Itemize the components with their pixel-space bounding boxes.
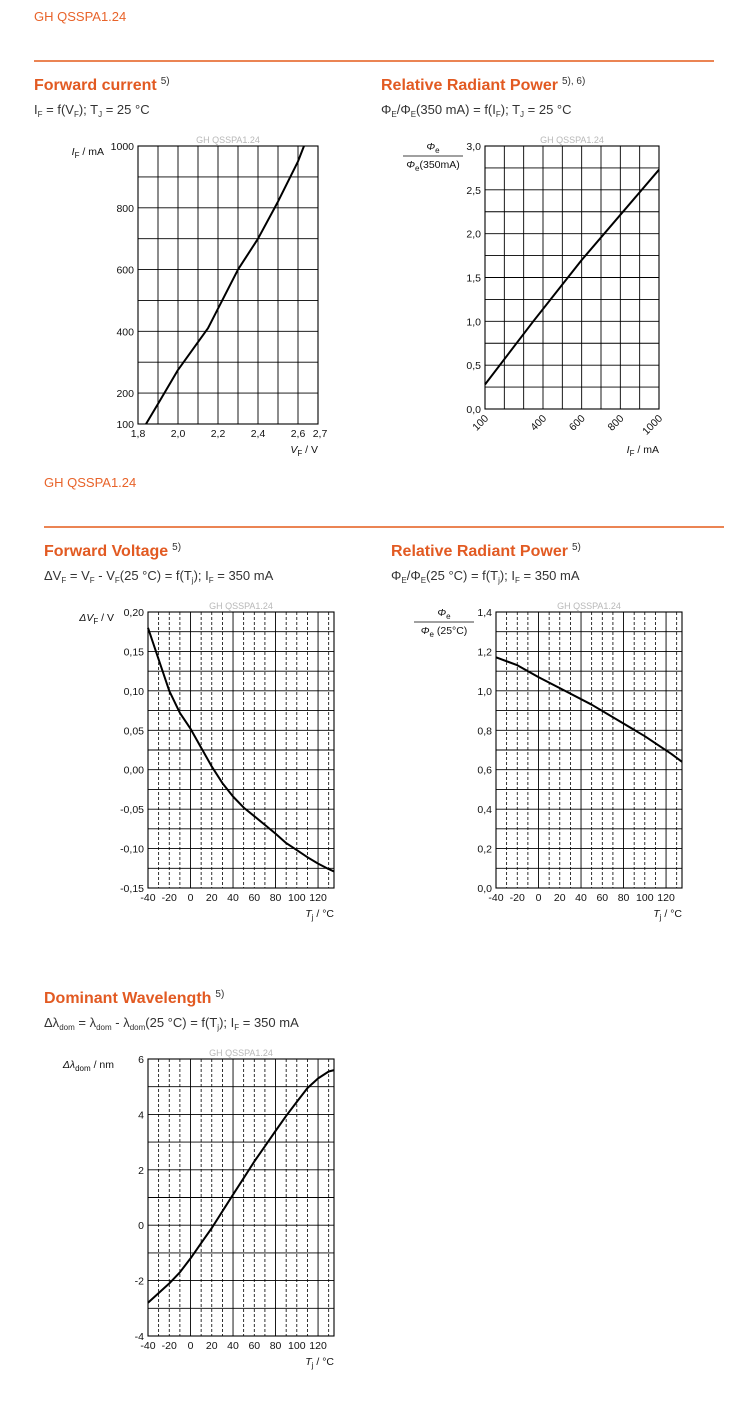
x-tick-label: 100 — [288, 1340, 306, 1352]
x-tick-label: 600 — [566, 412, 588, 434]
y-tick-label: 0,0 — [477, 883, 492, 895]
y-tick-label: 1,0 — [477, 685, 492, 698]
x-axis-label: $I_F$ / mA — [626, 444, 659, 458]
y-tick-label: 2 — [138, 1164, 144, 1177]
footnote-ref: 5), 6) — [561, 76, 586, 87]
x-axis-label: $T_j / ^\circ C$ — [305, 908, 334, 922]
y-axis-label-denominator: $\Phi_e(350mA)$ — [406, 159, 460, 173]
x-tick-label: 40 — [227, 1340, 239, 1352]
y-tick-label: 0,4 — [477, 804, 492, 817]
y-axis-label: $\Delta\lambda_{dom}$ / nm — [62, 1059, 114, 1073]
mid-document-label: GH QSSPA1.24 — [44, 475, 137, 490]
x-tick-label: 0 — [187, 892, 194, 904]
y-tick-label: 0,6 — [477, 764, 492, 777]
y-axis-label: $I_F$ / mA — [71, 146, 104, 160]
x-axis-label: $T_j / ^\circ C$ — [305, 1356, 334, 1370]
y-tick-label: 800 — [116, 202, 134, 215]
x-tick-label: 120 — [657, 892, 675, 904]
x-tick-label: 60 — [248, 1340, 261, 1352]
x-tick-label: -20 — [161, 892, 177, 904]
chart-title-forward-voltage: Forward Voltage $^{5)}$ — [44, 542, 182, 560]
chart-watermark: GH QSSPA1.24 — [209, 601, 273, 611]
y-tick-label: 0,5 — [466, 360, 481, 373]
y-tick-label: 0,0 — [466, 404, 481, 416]
chart-title-relative-radiant-power-current: Relative Radiant Power $^{5), 6)}$ — [381, 76, 586, 94]
x-tick-label: 1000 — [640, 412, 666, 438]
x-tick-label: 100 — [636, 892, 654, 904]
y-tick-label: 100 — [116, 419, 134, 431]
x-tick-label: 20 — [205, 892, 218, 904]
x-tick-label: 2,0 — [170, 428, 186, 440]
x-tick-label: 100 — [288, 892, 306, 904]
x-tick-label: 2,4 — [250, 428, 266, 440]
x-tick-label: 80 — [269, 1340, 282, 1352]
x-tick-label: 2,2 — [210, 428, 226, 440]
x-tick-label: 120 — [309, 1340, 327, 1352]
x-tick-label: -40 — [488, 892, 504, 904]
footnote-ref: 5) — [571, 542, 581, 553]
y-axis-label: $\Delta V_F$ / V — [79, 612, 114, 626]
y-tick-label: -0,10 — [120, 843, 144, 856]
chart-title-forward-current: Forward current $^{5)}$ — [34, 76, 170, 94]
y-axis-label-denominator: $\Phi_e$ (25°C) — [420, 625, 468, 639]
y-tick-label: 2,5 — [466, 184, 481, 197]
document-label: GH QSSPA1.24 — [34, 9, 127, 24]
y-tick-label: 0,10 — [123, 685, 144, 698]
y-axis-label-numerator: $\Phi_e$ — [437, 607, 451, 621]
y-tick-label: 600 — [116, 264, 134, 277]
x-tick-label: 20 — [205, 1340, 218, 1352]
formula-forward-current: $I_F = f(V_F)$; $T_J = 25$ °C — [34, 102, 150, 119]
x-tick-label: 2,6 — [290, 428, 306, 440]
y-tick-label: -0,05 — [120, 804, 144, 817]
x-tick-label: 60 — [596, 892, 609, 904]
x-tick-label: -40 — [140, 892, 156, 904]
formula-relative-radiant-power-temp: $\Phi_E/\Phi_E(25$ $^\circ C) = f(T_j)$; $I_F = 350$ mA — [391, 568, 580, 585]
x-tick-label: -20 — [509, 892, 525, 904]
chart-title-relative-radiant-power-temp: Relative Radiant Power $^{5)}$ — [391, 542, 581, 560]
y-tick-label: 1,2 — [477, 646, 492, 659]
y-tick-label: 0 — [138, 1220, 144, 1233]
x-tick-label: 120 — [309, 892, 327, 904]
chart-watermark: GH QSSPA1.24 — [557, 601, 621, 611]
y-tick-label: 2,0 — [466, 228, 481, 241]
x-tick-label: 40 — [575, 892, 587, 904]
x-tick-label: 2,7 — [312, 428, 328, 440]
x-tick-label: 400 — [528, 412, 550, 434]
footnote-ref: 5) — [172, 542, 182, 553]
y-tick-label: 1,4 — [477, 607, 492, 619]
x-tick-label: -20 — [161, 1340, 177, 1352]
series-line — [148, 1070, 334, 1303]
x-tick-label: 80 — [617, 892, 630, 904]
formula-forward-voltage: $\Delta V_F = V_F - V_F(25$ $^\circ C) = f(T_j)$; $I_F = 350$ mA — [44, 568, 274, 585]
x-tick-label: 0 — [535, 892, 542, 904]
chart-title-dominant-wavelength: Dominant Wavelength $^{5)}$ — [44, 989, 225, 1007]
y-tick-label: 1000 — [110, 141, 134, 153]
y-tick-label: 1,5 — [466, 272, 481, 285]
x-tick-label: 100 — [470, 412, 492, 434]
y-tick-label: 200 — [116, 388, 134, 401]
y-tick-label: 6 — [138, 1054, 144, 1066]
y-tick-label: 0,8 — [477, 725, 492, 738]
x-tick-label: 40 — [227, 892, 239, 904]
x-tick-label: 1,8 — [130, 428, 146, 440]
x-tick-label: 0 — [187, 1340, 194, 1352]
x-tick-label: 60 — [248, 892, 261, 904]
y-tick-label: 0,20 — [123, 607, 144, 619]
y-tick-label: 3,0 — [466, 141, 481, 153]
y-tick-label: -0,15 — [120, 883, 144, 895]
chart-watermark: GH QSSPA1.24 — [196, 135, 260, 145]
y-tick-label: -2 — [134, 1275, 144, 1288]
y-tick-label: 0,00 — [123, 764, 144, 777]
x-tick-label: 800 — [605, 412, 627, 434]
formula-dominant-wavelength: $\Delta\lambda_{dom} = \lambda_{dom} - \lambda_{dom}(25$ $^\circ C) = f(T_j)$; $I_F = 350$ mA — [44, 1015, 299, 1032]
y-tick-label: 0,15 — [123, 646, 144, 659]
x-tick-label: 20 — [553, 892, 566, 904]
y-tick-label: 0,05 — [123, 725, 144, 738]
x-tick-label: -40 — [140, 1340, 156, 1352]
y-tick-label: 400 — [116, 326, 134, 339]
formula-relative-radiant-power-current: $\Phi_E/\Phi_E(350$ $mA) = f(I_F)$; $T_J = 25$ °C — [381, 102, 572, 119]
chart-watermark: GH QSSPA1.24 — [209, 1048, 273, 1058]
footnote-ref: 5) — [215, 989, 225, 1000]
y-tick-label: 1,0 — [466, 316, 481, 329]
x-axis-label: $V_F$ / V — [290, 444, 318, 458]
footnote-ref: 5) — [160, 76, 170, 87]
y-axis-label-numerator: $\Phi_e$ — [426, 141, 440, 155]
x-tick-label: 80 — [269, 892, 282, 904]
x-axis-label: $T_j / ^\circ C$ — [653, 908, 682, 922]
y-tick-label: -4 — [134, 1331, 144, 1343]
y-tick-label: 0,2 — [477, 843, 492, 856]
chart-watermark: GH QSSPA1.24 — [540, 135, 604, 145]
y-tick-label: 4 — [138, 1109, 144, 1122]
